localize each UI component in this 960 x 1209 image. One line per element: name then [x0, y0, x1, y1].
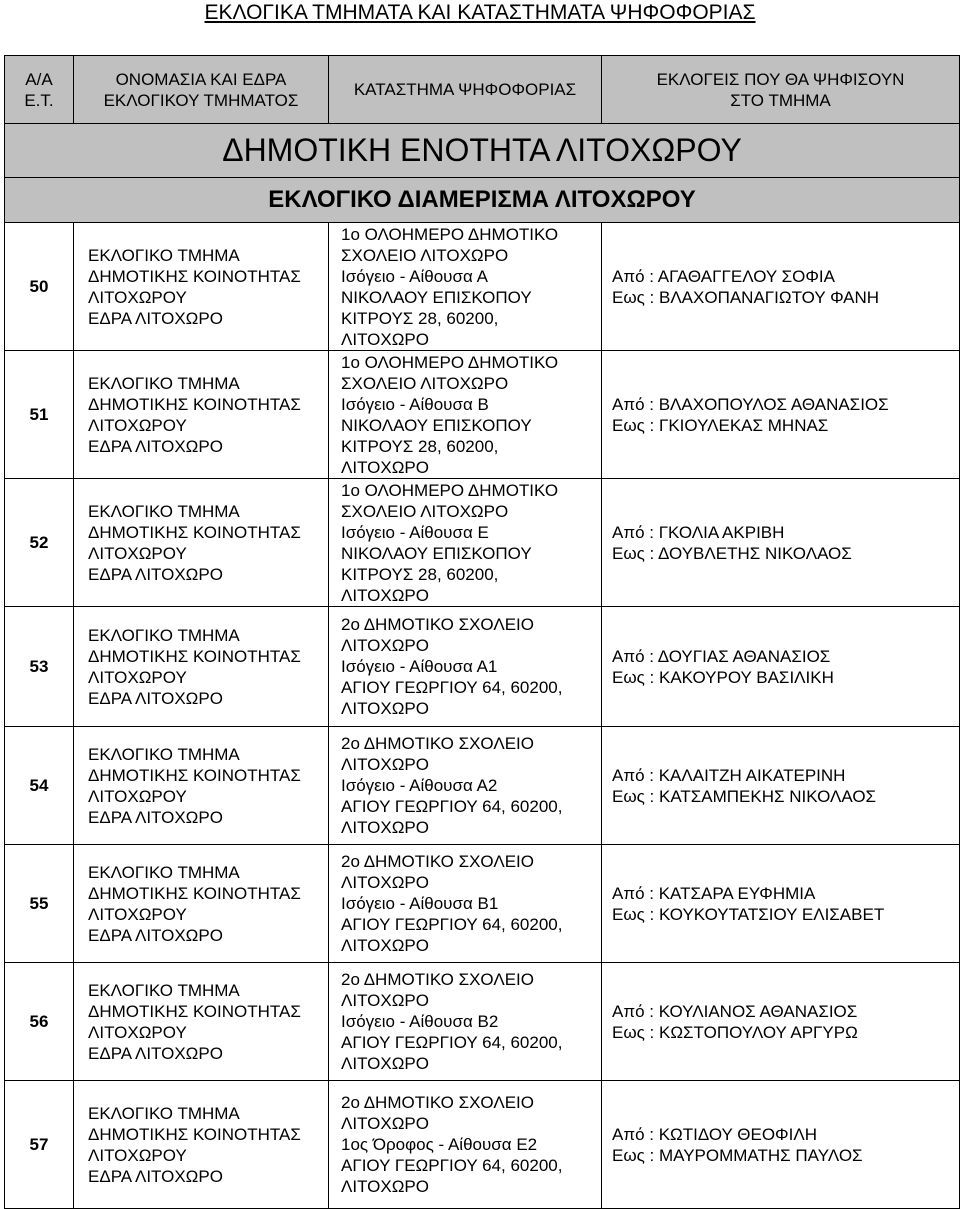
polling-location-line: ΑΓΙΟΥ ΓΕΩΡΓΙΟΥ 64, 60200, — [341, 915, 563, 934]
voters-to: Εως : ΚΑΚΟΥΡΟΥ ΒΑΣΙΛΙΚΗ — [612, 667, 834, 687]
polling-location-line: ΑΓΙΟΥ ΓΕΩΡΓΙΟΥ 64, 60200, — [341, 797, 563, 816]
polling-location-line: 2ο ΔΗΜΟΤΙΚΟ ΣΧΟΛΕΙΟ — [341, 615, 534, 634]
voters-from: Από : ΑΓΑΘΑΓΓΕΛΟΥ ΣΟΦΙΑ — [612, 266, 835, 286]
section-number: 56 — [5, 963, 74, 1081]
section-number: 55 — [5, 845, 74, 963]
voters-range — [602, 963, 960, 1081]
polling-location-line: Ισόγειο - Αίθουσα Α1 — [341, 657, 498, 676]
section-name-line: ΛΙΤΟΧΩΡΟΥ — [88, 904, 187, 924]
section-name-line: ΔΗΜΟΤΙΚΗΣ ΚΟΙΝΟΤΗΤΑΣ — [88, 266, 301, 286]
section-name — [74, 351, 329, 479]
polling-location-line: Ισόγειο - Αίθουσα Β2 — [341, 1012, 499, 1031]
header-name-line2: ΕΚΛΟΓΙΚΟΥ ΤΜΗΜΑΤΟΣ — [103, 90, 299, 110]
voters-to: Εως : ΒΛΑΧΟΠΑΝΑΓΙΩΤΟΥ ΦΑΝΗ — [612, 287, 880, 307]
section-name-line: ΕΔΡΑ ΛΙΤΟΧΩΡΟ — [88, 1166, 223, 1186]
voters-range — [602, 351, 960, 479]
voters-from: Από : ΚΑΤΣΑΡΑ ΕΥΦΗΜΙΑ — [612, 883, 816, 903]
section-name — [74, 223, 329, 351]
section-name-line: ΕΚΛΟΓΙΚΟ ΤΜΗΜΑ — [88, 980, 240, 1000]
section-name-line: ΛΙΤΟΧΩΡΟΥ — [88, 786, 187, 806]
voters-range — [602, 1081, 960, 1209]
section-number: 57 — [5, 1081, 74, 1209]
voters-to: Εως : ΜΑΥΡΟΜΜΑΤΗΣ ΠΑΥΛΟΣ — [612, 1145, 863, 1165]
polling-location-line: ΛΙΤΟΧΩΡΟ — [341, 991, 429, 1010]
header-name — [74, 56, 329, 124]
voters-to: Εως : ΓΚΙΟΥΛΕΚΑΣ ΜΗΝΑΣ — [612, 415, 829, 435]
section-name-line: ΛΙΤΟΧΩΡΟΥ — [88, 1145, 187, 1165]
polling-location-line: 2ο ΔΗΜΟΤΙΚΟ ΣΧΟΛΕΙΟ — [341, 852, 534, 871]
voters-to: Εως : ΚΑΤΣΑΜΠΕΚΗΣ ΝΙΚΟΛΑΟΣ — [612, 786, 877, 806]
polling-location-line: ΛΙΤΟΧΩΡΟ — [341, 699, 429, 718]
section-name-line: ΛΙΤΟΧΩΡΟΥ — [88, 415, 187, 435]
polling-location-line: ΛΙΤΟΧΩΡΟ — [341, 329, 429, 349]
polling-location-line: ΚΙΤΡΟΥΣ 28, 60200, — [341, 436, 499, 456]
header-row — [5, 56, 960, 124]
polling-location — [329, 727, 602, 845]
section-name-line: ΛΙΤΟΧΩΡΟΥ — [88, 287, 187, 307]
polling-location-line: ΛΙΤΟΧΩΡΟ — [341, 636, 429, 655]
page-title: ΕΚΛΟΓΙΚΑ ΤΜΗΜΑΤΑ ΚΑΙ ΚΑΤΑΣΤΗΜΑΤΑ ΨΗΦΟΦΟΡΙΑΣ — [204, 1, 756, 24]
polling-location-line: ΛΙΤΟΧΩΡΟ — [341, 936, 429, 955]
polling-location-line: 1ο ΟΛΟΗΜΕΡΟ ΔΗΜΟΤΙΚΟ — [341, 224, 559, 244]
polling-location-line: ΣΧΟΛΕΙΟ ΛΙΤΟΧΩΡΟ — [341, 373, 509, 393]
voters-to: Εως : ΚΟΥΚΟΥΤΑΤΣΙΟΥ ΕΛΙΣΑΒΕΤ — [612, 904, 885, 924]
section-name-line: ΕΚΛΟΓΙΚΟ ΤΜΗΜΑ — [88, 245, 240, 265]
polling-location-line: ΛΙΤΟΧΩΡΟ — [341, 755, 429, 774]
voters-to: Εως : ΚΩΣΤΟΠΟΥΛΟΥ ΑΡΓΥΡΩ — [612, 1022, 858, 1042]
polling-location-line: ΝΙΚΟΛΑΟΥ ΕΠΙΣΚΟΠΟΥ — [341, 415, 532, 435]
polling-location-line: 2ο ΔΗΜΟΤΙΚΟ ΣΧΟΛΕΙΟ — [341, 734, 534, 753]
header-location-label: ΚΑΤΑΣΤΗΜΑ ΨΗΦΟΦΟΡΙΑΣ — [353, 80, 577, 99]
polling-location-line: ΝΙΚΟΛΑΟΥ ΕΠΙΣΚΟΠΟΥ — [341, 543, 532, 563]
polling-location — [329, 845, 602, 963]
section-name-line: ΕΔΡΑ ΛΙΤΟΧΩΡΟ — [88, 436, 223, 456]
voters-range — [602, 727, 960, 845]
polling-location-line: Ισόγειο - Αίθουσα Α2 — [341, 776, 498, 795]
polling-location-line: Ισόγειο - Αίθουσα Β — [341, 394, 489, 414]
polling-location-line: ΛΙΤΟΧΩΡΟ — [341, 1114, 429, 1133]
polling-location-line: 2ο ΔΗΜΟΤΙΚΟ ΣΧΟΛΕΙΟ — [341, 1093, 534, 1112]
voters-range — [602, 223, 960, 351]
section-name-line: ΕΚΛΟΓΙΚΟ ΤΜΗΜΑ — [88, 744, 240, 764]
table-row — [5, 1081, 960, 1209]
polling-location-line: ΛΙΤΟΧΩΡΟ — [341, 818, 429, 837]
polling-location — [329, 963, 602, 1081]
polling-location-line: ΛΙΤΟΧΩΡΟ — [341, 457, 429, 477]
polling-table — [4, 55, 960, 1209]
section-name-line: ΛΙΤΟΧΩΡΟΥ — [88, 543, 187, 563]
electoral-district-title: ΕΚΛΟΓΙΚΟ ΔΙΑΜΕΡΙΣΜΑ ΛΙΤΟΧΩΡΟΥ — [5, 178, 960, 223]
section-number: 52 — [5, 479, 74, 607]
voters-from: Από : ΒΛΑΧΟΠΟΥΛΟΣ ΑΘΑΝΑΣΙΟΣ — [612, 394, 889, 414]
polling-location — [329, 479, 602, 607]
header-voters — [602, 56, 960, 124]
polling-location-line: Ισόγειο - Αίθουσα Β1 — [341, 894, 499, 913]
municipal-unit-row — [5, 124, 960, 178]
header-aa-line1: Α/Α — [25, 69, 53, 89]
header-voters-line2: ΣΤΟ ΤΜΗΜΑ — [730, 90, 831, 110]
section-name — [74, 479, 329, 607]
polling-location-line: 1ος Όροφος - Αίθουσα Ε2 — [341, 1135, 538, 1154]
section-number: 50 — [5, 223, 74, 351]
table-row — [5, 223, 960, 351]
polling-location-line: ΛΙΤΟΧΩΡΟ — [341, 873, 429, 892]
table-row — [5, 845, 960, 963]
section-name — [74, 607, 329, 727]
section-name — [74, 1081, 329, 1209]
polling-location-line: 1ο ΟΛΟΗΜΕΡΟ ΔΗΜΟΤΙΚΟ — [341, 480, 559, 500]
voters-range — [602, 845, 960, 963]
section-name-line: ΕΔΡΑ ΛΙΤΟΧΩΡΟ — [88, 564, 223, 584]
section-name-line: ΛΙΤΟΧΩΡΟΥ — [88, 1022, 187, 1042]
voters-from: Από : ΓΚΟΛΙΑ ΑΚΡΙΒΗ — [612, 522, 785, 542]
polling-location — [329, 607, 602, 727]
voters-from: Από : ΚΟΥΛΙΑΝΟΣ ΑΘΑΝΑΣΙΟΣ — [612, 1001, 858, 1021]
section-name-line: ΕΔΡΑ ΛΙΤΟΧΩΡΟ — [88, 688, 223, 708]
polling-location-line: ΛΙΤΟΧΩΡΟ — [341, 1177, 429, 1196]
header-aa — [5, 56, 74, 124]
voters-range — [602, 479, 960, 607]
voters-from: Από : ΔΟΥΓΙΑΣ ΑΘΑΝΑΣΙΟΣ — [612, 646, 831, 666]
voters-range — [602, 607, 960, 727]
table-row — [5, 963, 960, 1081]
section-name-line: ΔΗΜΟΤΙΚΗΣ ΚΟΙΝΟΤΗΤΑΣ — [88, 883, 301, 903]
section-number: 51 — [5, 351, 74, 479]
section-name-line: ΕΔΡΑ ΛΙΤΟΧΩΡΟ — [88, 925, 223, 945]
polling-location-line: 1ο ΟΛΟΗΜΕΡΟ ΔΗΜΟΤΙΚΟ — [341, 352, 559, 372]
section-name-line: ΔΗΜΟΤΙΚΗΣ ΚΟΙΝΟΤΗΤΑΣ — [88, 522, 301, 542]
section-name-line: ΕΔΡΑ ΛΙΤΟΧΩΡΟ — [88, 807, 223, 827]
section-name-line: ΕΚΛΟΓΙΚΟ ΤΜΗΜΑ — [88, 1103, 240, 1123]
header-location — [329, 56, 602, 124]
polling-location-line: Ισόγειο - Αίθουσα Ε — [341, 522, 489, 542]
section-name-line: ΕΚΛΟΓΙΚΟ ΤΜΗΜΑ — [88, 501, 240, 521]
section-name-line: ΔΗΜΟΤΙΚΗΣ ΚΟΙΝΟΤΗΤΑΣ — [88, 646, 301, 666]
table-row — [5, 607, 960, 727]
polling-location-line: ΛΙΤΟΧΩΡΟ — [341, 1054, 429, 1073]
section-name — [74, 727, 329, 845]
section-name-line: ΕΔΡΑ ΛΙΤΟΧΩΡΟ — [88, 308, 223, 328]
polling-location-line: 2ο ΔΗΜΟΤΙΚΟ ΣΧΟΛΕΙΟ — [341, 970, 534, 989]
section-name-line: ΔΗΜΟΤΙΚΗΣ ΚΟΙΝΟΤΗΤΑΣ — [88, 394, 301, 414]
polling-location-line: Ισόγειο - Αίθουσα Α — [341, 266, 488, 286]
section-name-line: ΛΙΤΟΧΩΡΟΥ — [88, 667, 187, 687]
polling-location-line: ΣΧΟΛΕΙΟ ΛΙΤΟΧΩΡΟ — [341, 501, 509, 521]
header-name-line1: ΟΝΟΜΑΣΙΑ ΚΑΙ ΕΔΡΑ — [115, 69, 287, 89]
section-name-line: ΕΔΡΑ ΛΙΤΟΧΩΡΟ — [88, 1043, 223, 1063]
header-voters-line1: ΕΚΛΟΓΕΙΣ ΠΟΥ ΘΑ ΨΗΦΙΣΟΥΝ — [656, 69, 905, 89]
polling-location-line: ΣΧΟΛΕΙΟ ΛΙΤΟΧΩΡΟ — [341, 245, 509, 265]
polling-location-line: ΚΙΤΡΟΥΣ 28, 60200, — [341, 564, 499, 584]
section-name-line: ΕΚΛΟΓΙΚΟ ΤΜΗΜΑ — [88, 373, 240, 393]
polling-location — [329, 223, 602, 351]
header-aa-line2: Ε.Τ. — [24, 90, 54, 110]
section-name-line: ΔΗΜΟΤΙΚΗΣ ΚΟΙΝΟΤΗΤΑΣ — [88, 1001, 301, 1021]
municipal-unit-title: ΔΗΜΟΤΙΚΗ ΕΝΟΤΗΤΑ ΛΙΤΟΧΩΡΟΥ — [5, 124, 960, 178]
polling-location-line: ΑΓΙΟΥ ΓΕΩΡΓΙΟΥ 64, 60200, — [341, 1033, 563, 1052]
voters-to: Εως : ΔΟΥΒΛΕΤΗΣ ΝΙΚΟΛΑΟΣ — [612, 543, 852, 563]
polling-location-line: ΝΙΚΟΛΑΟΥ ΕΠΙΣΚΟΠΟΥ — [341, 287, 532, 307]
polling-location-line: ΚΙΤΡΟΥΣ 28, 60200, — [341, 308, 499, 328]
polling-location-line: ΛΙΤΟΧΩΡΟ — [341, 585, 429, 605]
section-name-line: ΔΗΜΟΤΙΚΗΣ ΚΟΙΝΟΤΗΤΑΣ — [88, 1124, 301, 1144]
section-name — [74, 963, 329, 1081]
voters-from: Από : ΚΑΛΑΙΤΖΗ ΑΙΚΑΤΕΡΙΝΗ — [612, 765, 846, 785]
polling-location — [329, 1081, 602, 1209]
voters-from: Από : ΚΩΤΙΔΟΥ ΘΕΟΦΙΛΗ — [612, 1124, 817, 1144]
table-row — [5, 351, 960, 479]
polling-location — [329, 351, 602, 479]
section-name-line: ΕΚΛΟΓΙΚΟ ΤΜΗΜΑ — [88, 625, 240, 645]
section-number: 54 — [5, 727, 74, 845]
table-row — [5, 479, 960, 607]
polling-location-line: ΑΓΙΟΥ ΓΕΩΡΓΙΟΥ 64, 60200, — [341, 1156, 563, 1175]
polling-location-line: ΑΓΙΟΥ ΓΕΩΡΓΙΟΥ 64, 60200, — [341, 678, 563, 697]
section-name-line: ΔΗΜΟΤΙΚΗΣ ΚΟΙΝΟΤΗΤΑΣ — [88, 765, 301, 785]
section-number: 53 — [5, 607, 74, 727]
table-row — [5, 727, 960, 845]
section-name-line: ΕΚΛΟΓΙΚΟ ΤΜΗΜΑ — [88, 862, 240, 882]
section-name — [74, 845, 329, 963]
electoral-district-row — [5, 178, 960, 223]
